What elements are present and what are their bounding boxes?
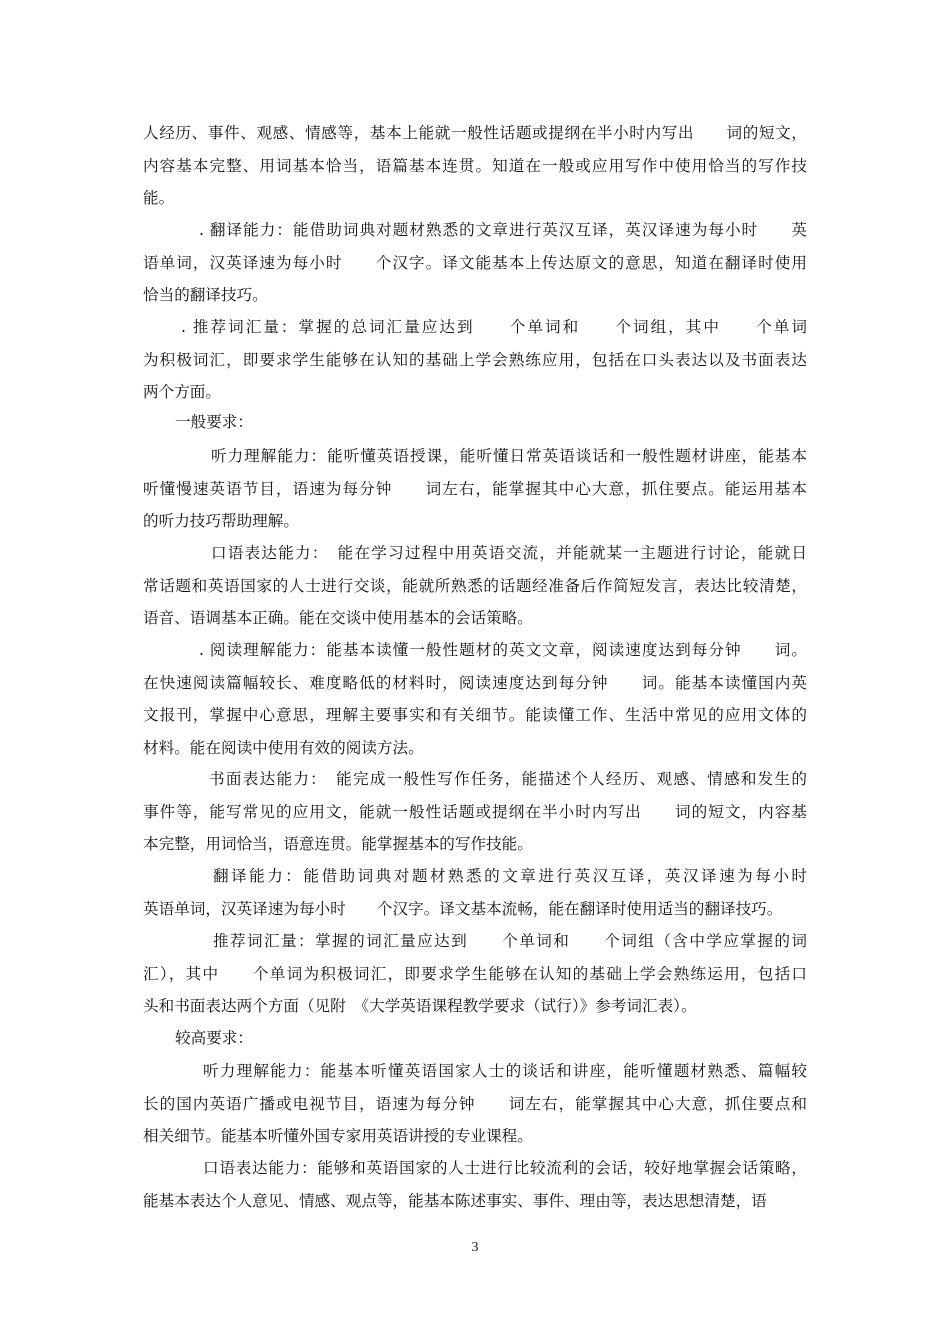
text-line: . 翻译能力：能借助词典对题材熟悉的文章进行英汉互译，英汉译速为每小时 英 [199, 221, 807, 239]
section-heading [143, 406, 807, 439]
text-line: 较高要求： [175, 1029, 253, 1047]
text-line: . 阅读理解能力：能基本读懂一般性题材的英文文章，阅读速度达到每分钟 词。 [199, 641, 807, 659]
text-line: 常话题和英语国家的人士进行交谈，能就所熟悉的话题经准备后作简短发言，表达比较清楚， [143, 576, 807, 595]
text-line: 推荐词汇量：掌握的词汇量应达到 个单词和 个词组（含中学应掌握的词 [213, 932, 807, 950]
paragraph [143, 440, 807, 538]
text-line: 口语表达能力：能够和英语国家的人士进行比较流利的会话，较好地掌握会话策略， [203, 1159, 807, 1177]
text-line: 能。 [143, 189, 175, 207]
paragraph [143, 117, 807, 215]
text-line: 的听力技巧帮助理解。 [143, 512, 299, 530]
text-line: 能基本表达个人意见、情感、观点等，能基本陈述事实、事件、理由等，表达思想清楚，语 [143, 1191, 767, 1210]
text-line: 两个方面。 [143, 383, 221, 401]
text-line: 语单词，汉英译速为每小时 个汉字。译文能基本上传达原文的意思，知道在翻译时使用 [143, 253, 807, 272]
text-line: 听力理解能力：能听懂英语授课，能听懂日常英语谈话和一般性题材讲座，能基本 [211, 447, 807, 465]
text-line: 在快速阅读篇幅较长、难度略低的材料时，阅读速度达到每分钟 词。能基本读懂国内英 [143, 673, 807, 692]
text-line: 长的国内英语广播或电视节目，语速为每分钟 词左右，能掌握其中心大意，抓住要点和 [143, 1094, 807, 1113]
text-line: 为积极词汇，即要求学生能够在认知的基础上学会熟练应用，包括在口头表达以及书面表达 [143, 350, 807, 369]
text-line: 内容基本完整、用词基本恰当，语篇基本连贯。知道在一般或应用写作中使用恰当的写作技 [143, 156, 807, 175]
paragraph [143, 311, 807, 409]
page-number: 3 [471, 1240, 479, 1255]
text-line: 听懂慢速英语节目，语速为每分钟 词左右，能掌握其中心大意，抓住要点。能运用基本 [143, 479, 807, 498]
text-line: 书面表达能力： 能完成一般性写作任务，能描述个人经历、观感、情感和发生的 [209, 770, 807, 788]
paragraph [143, 925, 807, 1023]
text-line: 一般要求： [175, 413, 253, 431]
text-line: 汇），其中 个单词为积极词汇，即要求学生能够在认知的基础上学会熟练运用，包括口 [143, 964, 807, 983]
paragraph [143, 214, 807, 312]
text-line: 口语表达能力： 能在学习过程中用英语交流，并能就某一主题进行讨论，能就日 [211, 544, 807, 562]
section-heading [143, 1022, 807, 1055]
text-line: 文报刊，掌握中心意思，理解主要事实和有关细节。能读懂工作、生活中常见的应用文体的 [143, 706, 807, 724]
text-line: 本完整，用词恰当，语意连贯。能掌握基本的写作技能。 [143, 835, 533, 853]
paragraph [143, 860, 807, 925]
text-line: 材料。能在阅读中使用有效的阅读方法。 [143, 738, 424, 757]
paragraph [143, 1055, 807, 1153]
paragraph [143, 763, 807, 861]
text-line: 恰当的翻译技巧。 [143, 286, 268, 304]
text-line: 人经历、事件、观感、情感等，基本上能就一般性话题或提纲在半小时内写出 词的短文， [143, 124, 807, 142]
text-line: 语音、语调基本正确。能在交谈中使用基本的会话策略。 [143, 609, 533, 627]
text-line: . 推荐词汇量：掌握的总词汇量应达到 个单词和 个词组，其中 个单词 [181, 318, 807, 336]
paragraph [143, 634, 807, 764]
paragraph [143, 1152, 807, 1217]
paragraph [143, 537, 807, 635]
text-line: 听力理解能力：能基本听懂英语国家人士的谈话和讲座，能听懂题材熟悉、篇幅较 [203, 1062, 807, 1080]
text-line: 相关细节。能基本听懂外国专家用英语讲授的专业课程。 [143, 1127, 533, 1145]
text-line: 英语单词，汉英译速为每小时 个汉字。译文基本流畅，能在翻译时使用适当的翻译技巧。 [143, 899, 783, 918]
text-line: 头和书面表达两个方面（见附 《大学英语课程教学要求（试行）》参考词汇表）。 [143, 997, 697, 1015]
text-line: 翻译能力：能借助词典对题材熟悉的文章进行英汉互译，英汉译速为每小时 [213, 867, 807, 885]
text-line: 事件等，能写常见的应用文，能就一般性话题或提纲在半小时内写出 词的短文，内容基 [143, 802, 807, 821]
